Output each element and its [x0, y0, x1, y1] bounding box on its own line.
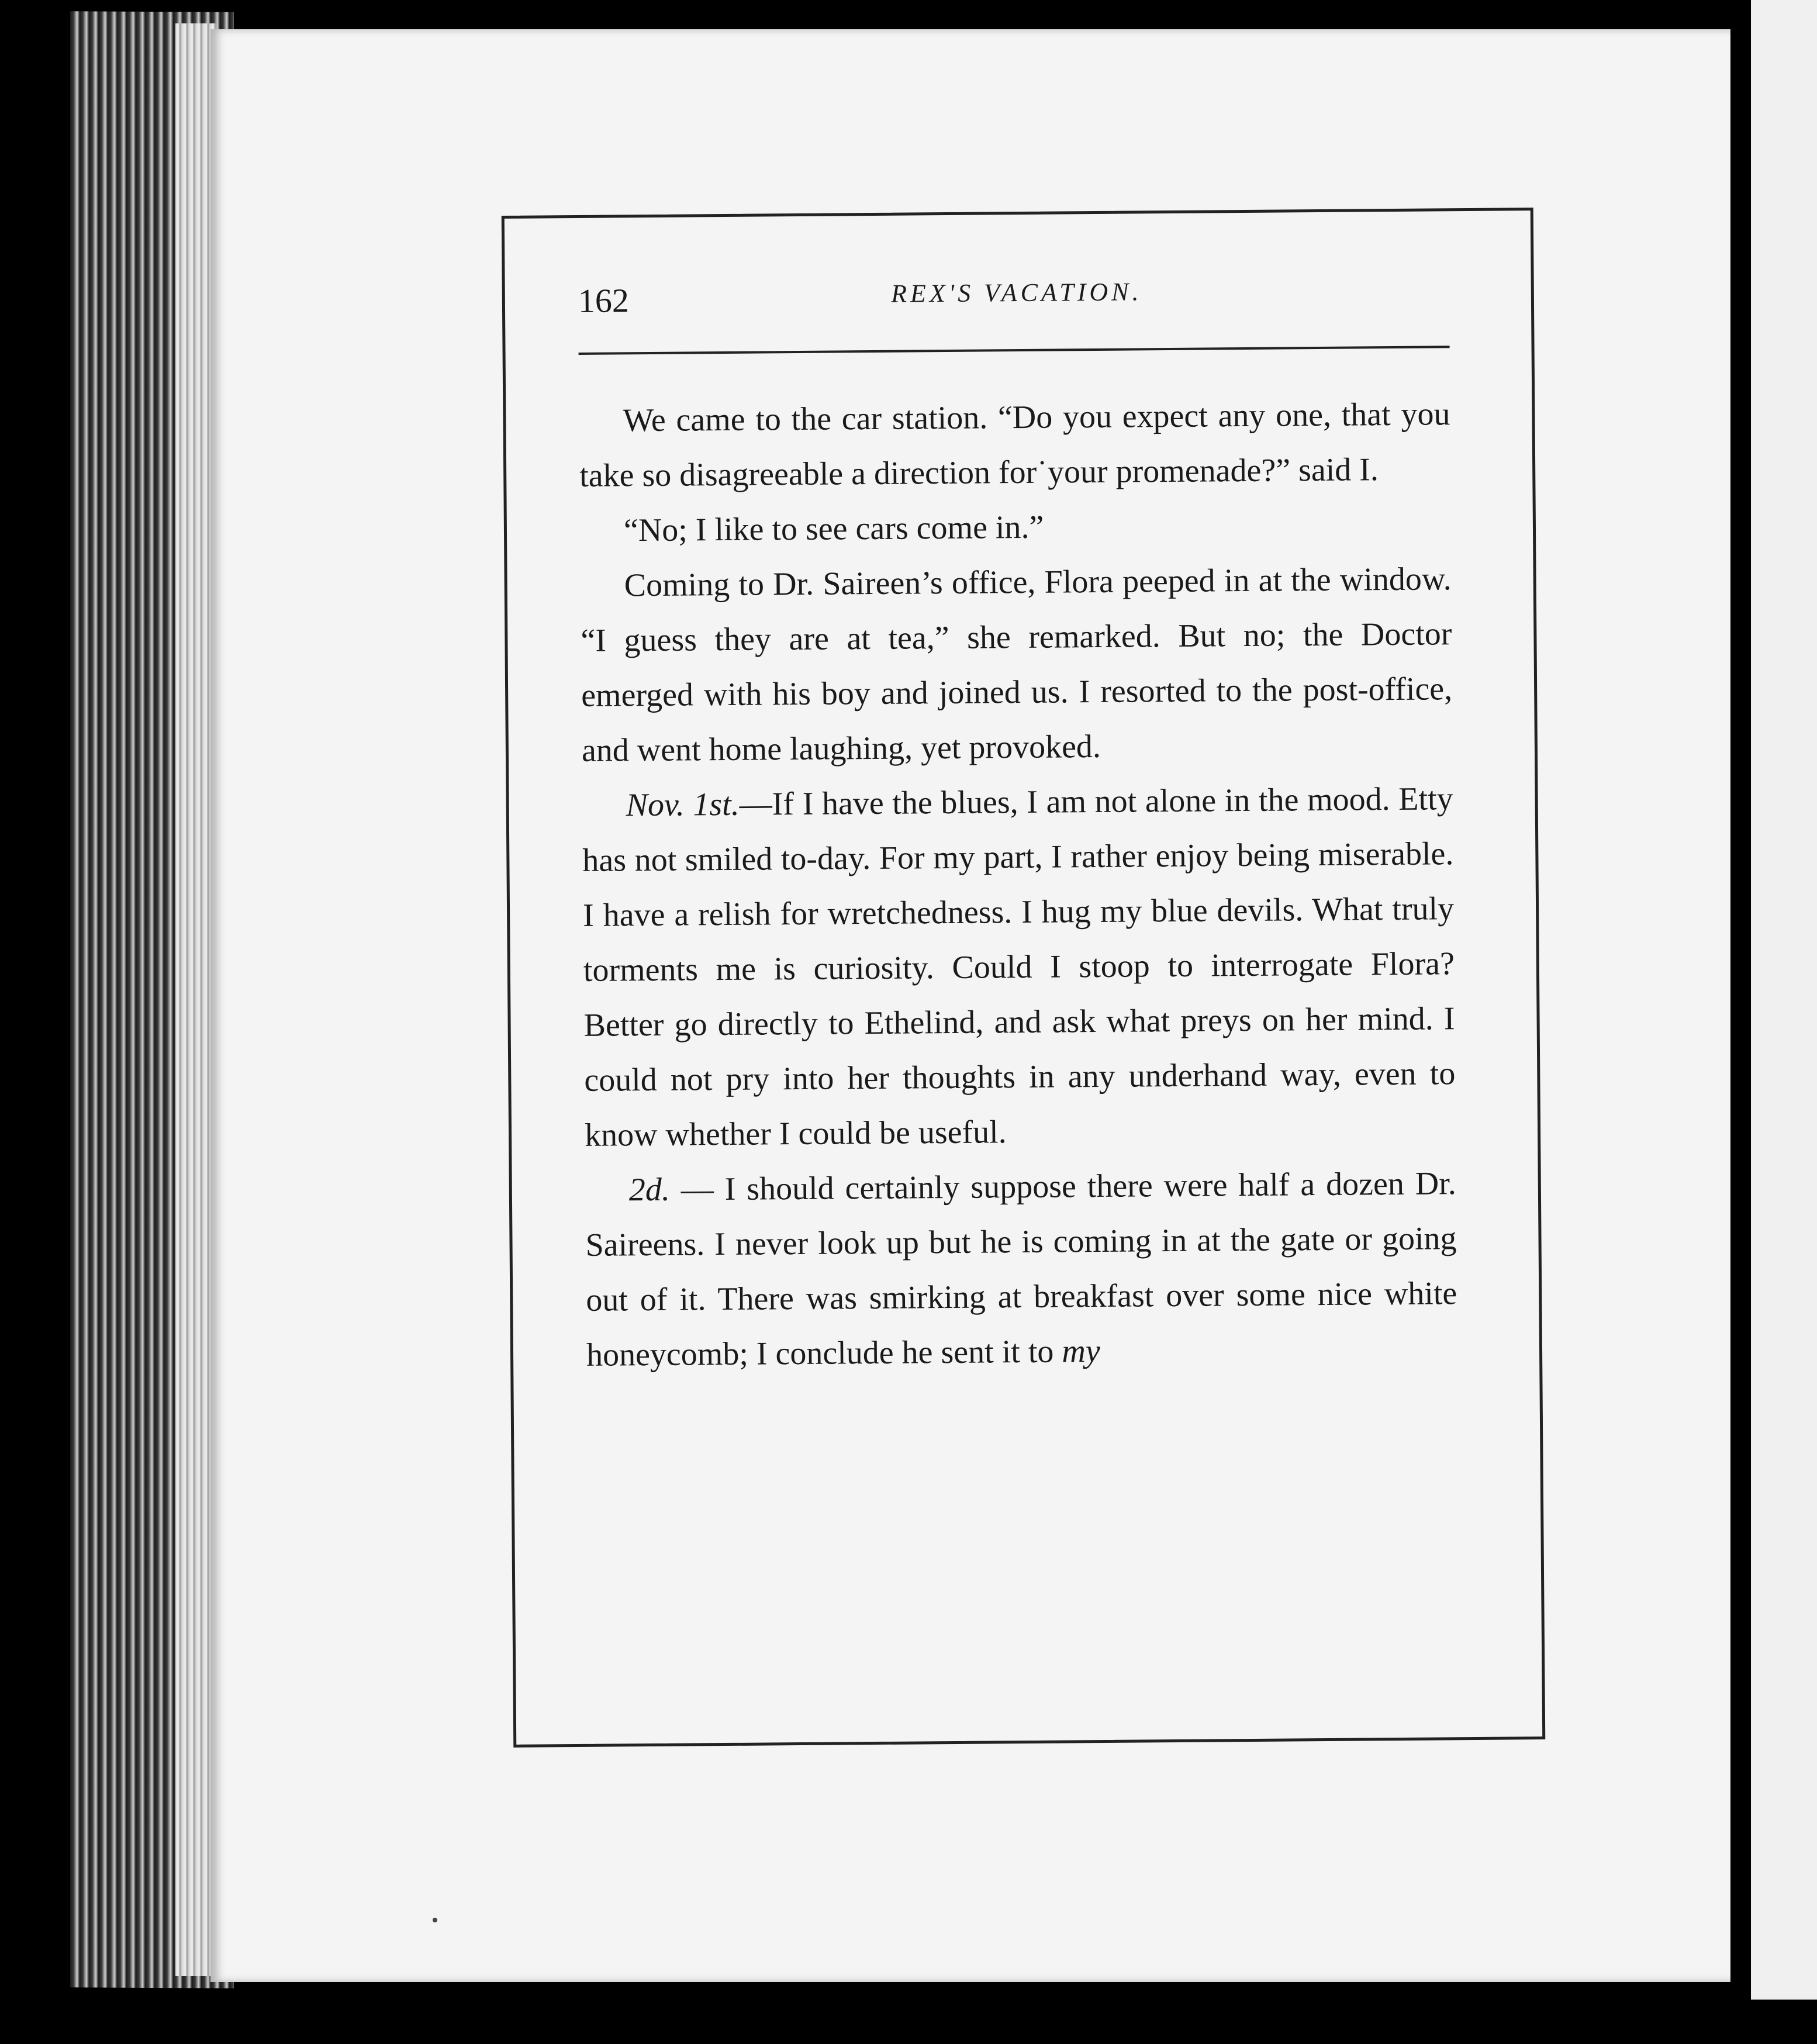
dash: — [739, 786, 772, 823]
paragraph-text: If I have the blues, I am not alone in the mood. Etty has not smiled to-day. For my part, I rather enjoy being miserable. I have a relish for wretchedness. I hug my blue devils. What truly torments me is curiosity. Could I stoop to interrogate Flora? Better go directly to Ethelind, and ask what preys on her mind. I could not pry into her thoughts in any underhand way, even to know whether I could be useful. [582, 781, 1456, 1154]
paragraph [580, 551, 1453, 778]
paragraph [582, 771, 1456, 1163]
page-frame [502, 208, 1546, 1748]
diary-date: 2d. [628, 1171, 671, 1209]
catchword: my [1062, 1332, 1100, 1370]
diary-date: Nov. 1st. [626, 786, 740, 824]
paragraph-text: Coming to Dr. Saireen’s office, Flora peeped in at the window. “I guess they are at tea,” she remarked. But no; the Doctor emerged with his boy and joined us. I resorted to the post-office, and went home laughing, yet provoked. [581, 561, 1453, 769]
dash: — [669, 1171, 725, 1208]
book-gutter [1732, 0, 1751, 2044]
page-number: 162 [578, 281, 630, 320]
paragraph [585, 1156, 1457, 1383]
body-text [579, 386, 1457, 1383]
page-speck [433, 1918, 437, 1922]
paragraph-text: We came to the car station. “Do you expect any one, that you take so disagreeable a direction for˙your promenade?” said I. [579, 396, 1450, 494]
header-rule [579, 346, 1450, 355]
facing-page-edge [1751, 0, 1817, 2000]
page-header [578, 268, 1450, 328]
paragraph-text: “No; I like to see cars come in.” [623, 509, 1044, 549]
running-title: REX'S VACATION. [890, 277, 1142, 308]
paragraph [579, 386, 1450, 503]
paragraph-text: I should certainly suppose there were half a dozen Dr. Saireens. I never look up but he is coming in at the gate or going out of it. There was smirking at breakfast over some nice white honeycomb; I conclude he sent it to [585, 1165, 1457, 1373]
paragraph [580, 496, 1452, 558]
